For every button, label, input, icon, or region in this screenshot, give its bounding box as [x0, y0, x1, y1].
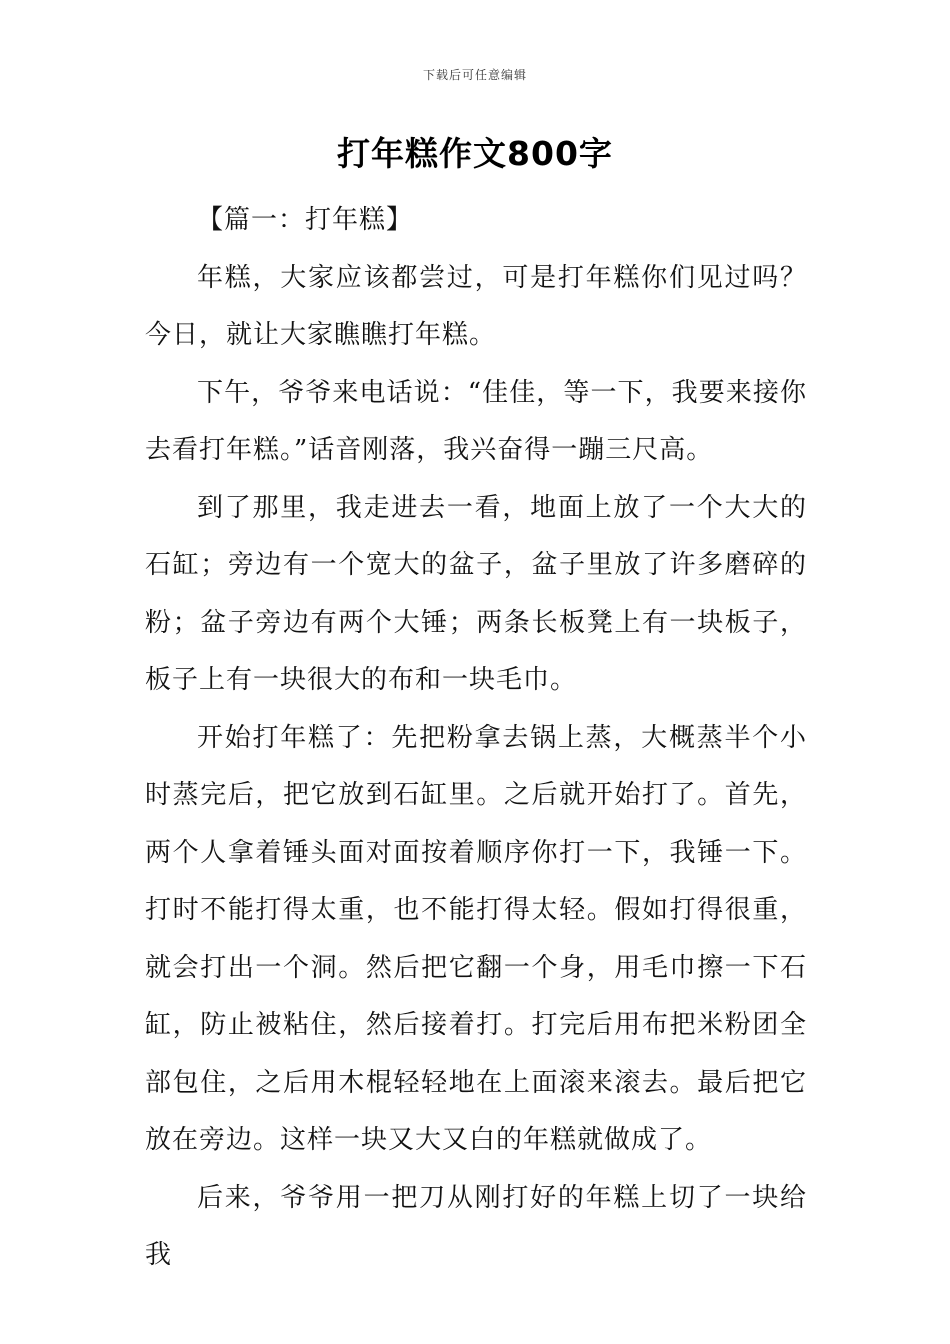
- section-heading: 【篇一：打年糕】: [197, 205, 414, 235]
- document-body: [145, 192, 807, 1285]
- paragraph: 后来，爷爷用一把刀从刚打好的年糕上切了一块给我: [145, 1182, 807, 1270]
- paragraph: 下午，爷爷来电话说：“佳佳，等一下，我要来接你去看打年糕。”话音刚落，我兴奋得一蹦三尺高。: [145, 377, 807, 465]
- header-note: 下载后可任意编辑: [422, 68, 527, 82]
- paragraph: 到了那里，我走进去一看，地面上放了一个大大的石缸；旁边有一个宽大的盆子，盆子里放了许多磨碎的粉；盆子旁边有两个大锤；两条长板凳上有一块板子，板子上有一块很大的布和一块毛巾。: [145, 492, 807, 695]
- document-title: 打年糕作文800字: [337, 134, 613, 173]
- paragraph: 年糕，大家应该都尝过，可是打年糕你们见过吗？今日，就让大家瞧瞧打年糕。: [145, 262, 807, 350]
- paragraph: 开始打年糕了：先把粉拿去锅上蒸，大概蒸半个小时蒸完后，把它放到石缸里。之后就开始打了。首先，两个人拿着锤头面对面按着顺序你打一下，我锤一下。打时不能打得太重，也不能打得太轻。假如打得很重，就会打出一个洞。然后把它翻一个身，用毛巾擦一下石缸，防止被粘住，然后接着打。打完后用布把米粉团全部包住，之后用木棍轻轻地在上面滚来滚去。最后把它放在旁边。这样一块又大又白的年糕就做成了。: [145, 722, 807, 1155]
